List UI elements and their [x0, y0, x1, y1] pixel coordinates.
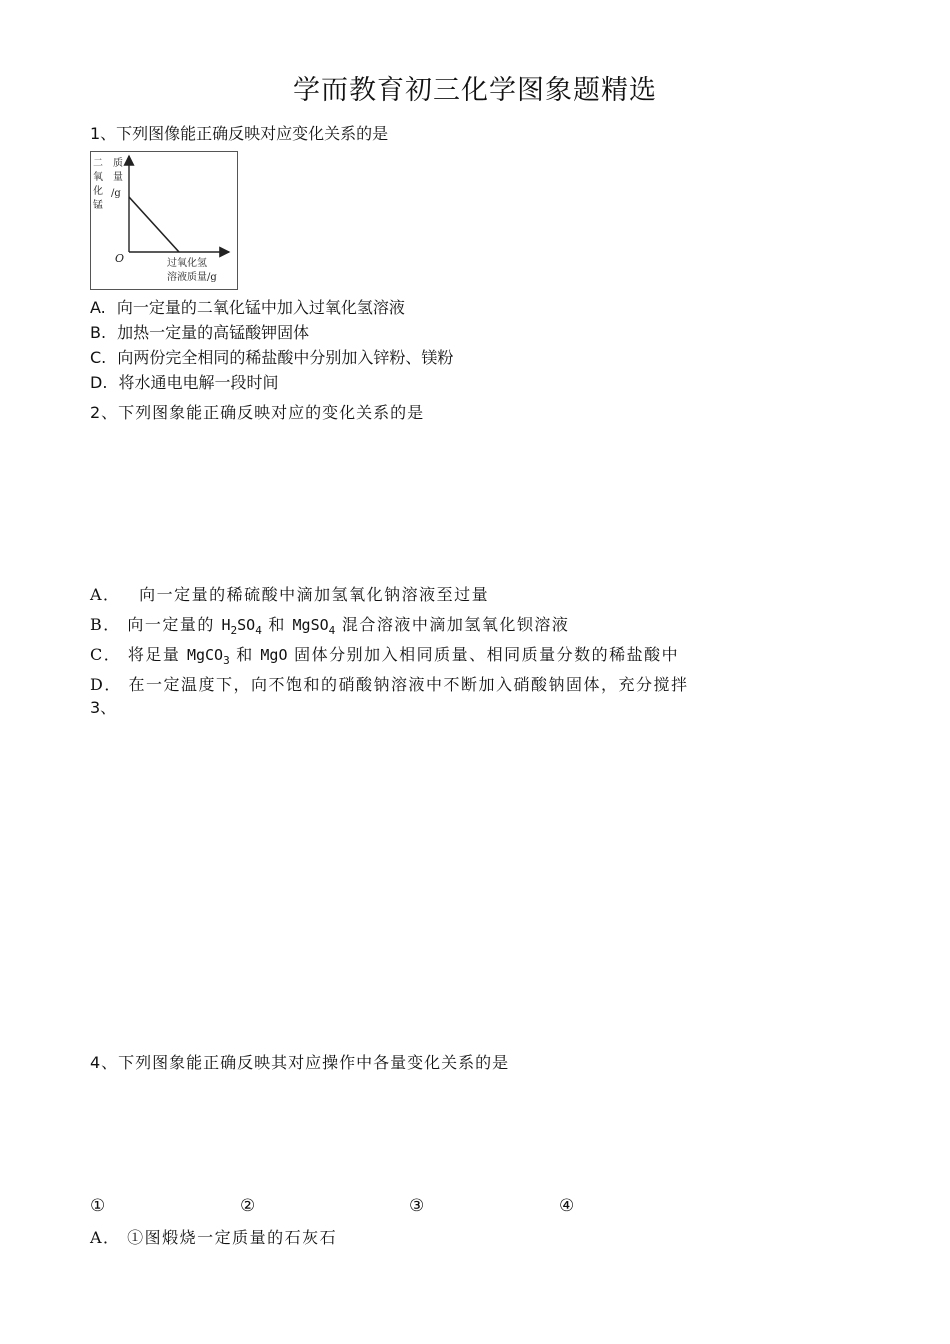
- q1-option-c: C. 向两份完全相同的稀盐酸中分别加入锌粉、镁粉: [90, 348, 454, 367]
- q1-option-b: B. 加热一定量的高锰酸钾固体: [90, 323, 310, 342]
- y-label-right-1: 质: [113, 158, 123, 169]
- q4-stem: 4、下列图象能正确反映其对应操作中各量变化关系的是: [90, 1053, 510, 1072]
- y-label-left-3: 化: [93, 186, 103, 197]
- q4-option-a: A． ①图煅烧一定质量的石灰石: [90, 1228, 338, 1247]
- y-label-left-2: 氧: [93, 172, 103, 183]
- q1-graph: [91, 152, 237, 289]
- origin-label: O: [115, 252, 125, 265]
- x-label-2: 溶液质量/g: [167, 272, 217, 283]
- q2-option-a: A． 向一定量的稀硫酸中滴加氢氧化钠溶液至过量: [90, 585, 490, 604]
- y-label-right-2: 量: [113, 172, 123, 183]
- y-unit: /g: [111, 188, 121, 199]
- q1-option-a: A. 向一定量的二氧化锰中加入过氧化氢溶液: [90, 298, 405, 317]
- formula-mgso4: MgSO$_4$: [292, 616, 336, 637]
- data-line: [129, 197, 179, 252]
- q2-option-c: C． 将足量 MgCO$_3$ 和 MgO 固体分别加入相同质量、相同质量分数的稀盐酸中: [90, 645, 680, 667]
- q1-stem: 1、下列图像能正确反映对应变化关系的是: [90, 124, 389, 143]
- q2-option-d: D． 在一定温度下，向不饱和的硝酸钠溶液中不断加入硝酸钠固体，充分搅拌: [90, 675, 689, 694]
- q1-option-d: D. 将水通电电解一段时间: [90, 373, 279, 392]
- q1-figure: [90, 151, 238, 290]
- y-label-left-4: 锰: [93, 200, 103, 211]
- y-label-left-1: 二: [93, 158, 103, 169]
- formula-mgo: MgO: [260, 646, 288, 664]
- graph-marker-2: ②: [240, 1196, 256, 1216]
- page-title: 学而教育初三化学图象题精选: [293, 75, 657, 106]
- graph-marker-3: ③: [409, 1196, 425, 1216]
- formula-mgco3: MgCO$_3$: [186, 646, 230, 667]
- formula-h2so4: $H_2SO_4$: [221, 616, 262, 637]
- graph-marker-4: ④: [559, 1196, 575, 1216]
- x-label-1: 过氧化氢: [167, 258, 207, 269]
- q3-stem: 3、: [90, 698, 117, 717]
- q2-option-b: B． 向一定量的 $H_2SO_4$ 和 MgSO$_4$ 混合溶液中滴加氢氧化钡溶液: [90, 615, 570, 637]
- q2-stem: 2、下列图象能正确反映对应的变化关系的是: [90, 403, 425, 422]
- graph-marker-1: ①: [90, 1196, 106, 1216]
